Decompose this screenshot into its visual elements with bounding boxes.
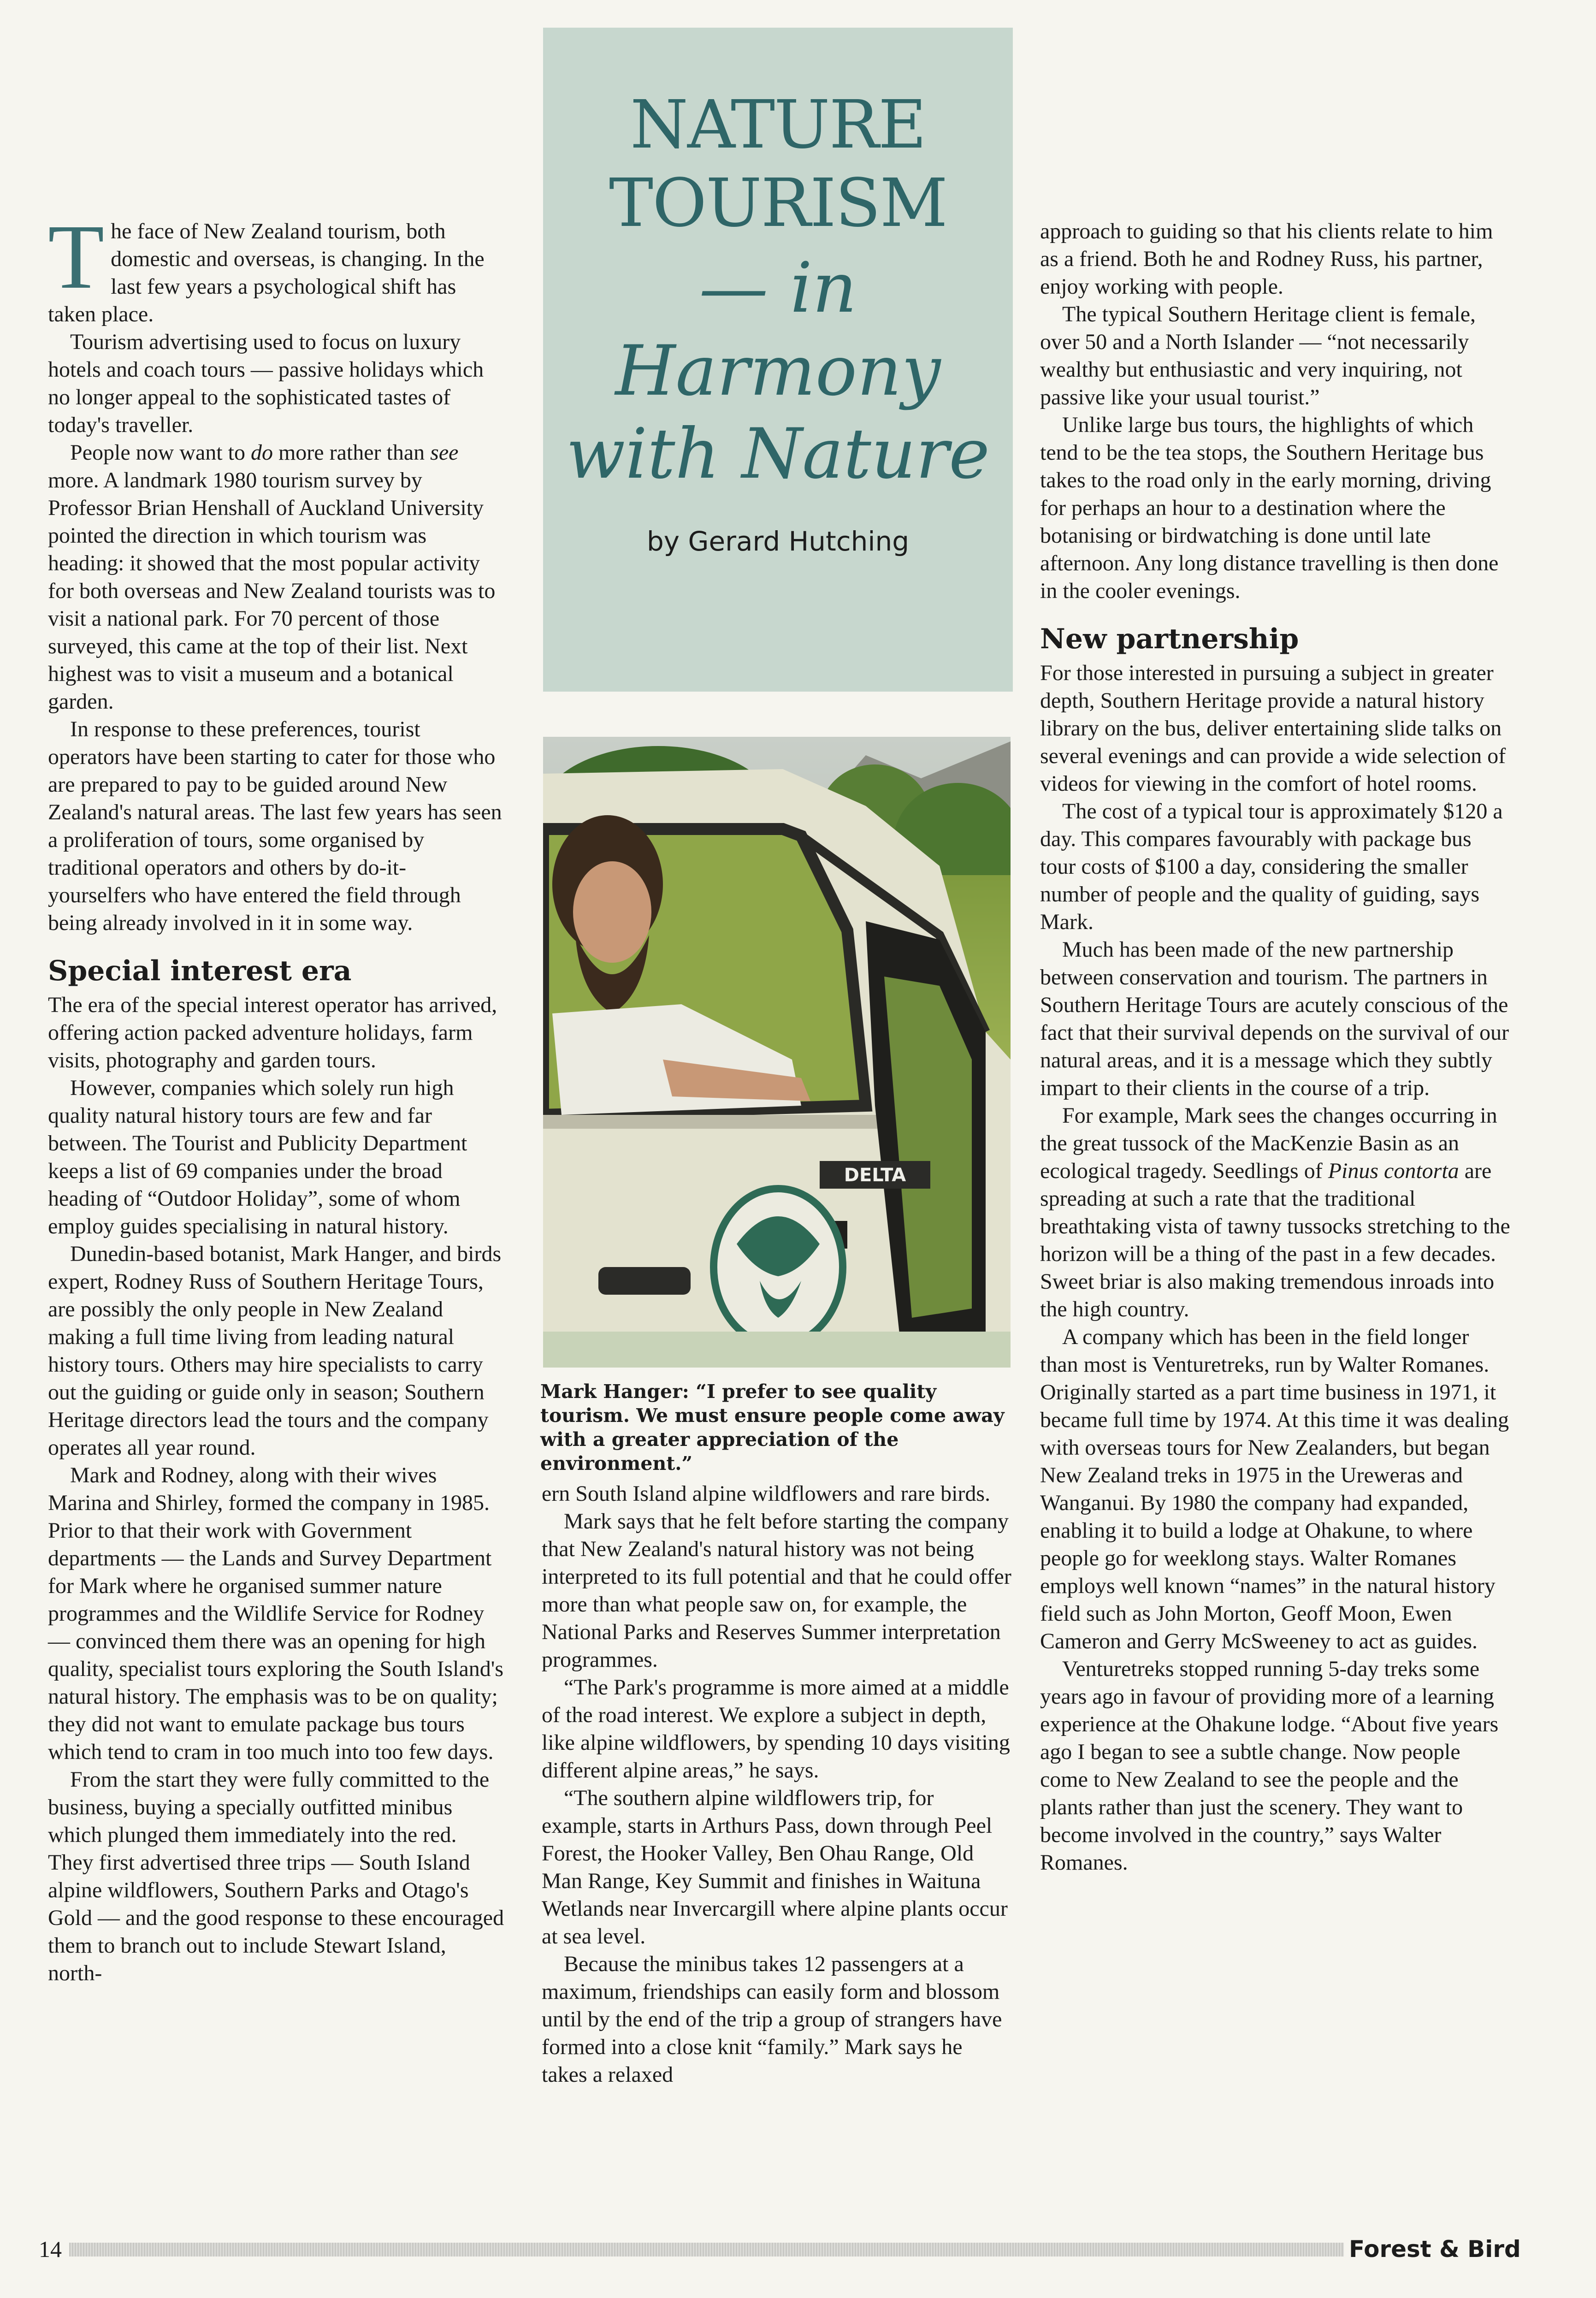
door-handle <box>598 1267 691 1295</box>
article-title-line: TOURISM <box>609 164 947 242</box>
door-badge-text: DELTA <box>844 1165 906 1186</box>
paragraph: Because the minibus takes 12 passengers at a maximum, friendships can easily form and blossom until by the end of the trip a group of strangers have formed into a close knit “family.” Mark says he takes a relaxed <box>542 1952 1002 2087</box>
paragraph: Venturetreks stopped running 5-day treks some years ago in favour of providing more of a learning experience at the Ohakune lodge. “About five years ago I began to see a subtle change. Now people come to New Zealand to see the people and the plants rather than just the scenery. They want to become involved in the country,” says Walter Romanes. <box>1040 1657 1499 1875</box>
paragraph: For example, Mark sees the changes occurring in the great tussock of the MacKenzie Basin as an ecological tragedy. Seedlings of Pinus contorta are spreading at such a rate that the traditional breathtaking vista of tawny tussocks stretching to the horizon will be a thing of the past in a few decades. Sweet briar is also making tremendous inroads into the high country. <box>1040 1103 1510 1321</box>
paragraph: ern South Island alpine wildflowers and rare birds. <box>542 1481 991 1506</box>
paragraph: The era of the special interest operator has arrived, offering action packed adventure holidays, farm visits, photography and garden tours. <box>48 993 497 1072</box>
paragraph: A company which has been in the field longer than most is Venturetreks, run by Walter Romanes. Originally started as a part time business in 1971, it became full time by 1974. At this time it was dealing with overseas tours for New Zealanders, but began New Zealand treks in 1975 in the Ureweras and Wanganui. By 1980 the company had expanded, enabling it to build a lodge at Ohakune, to where people go for weeklong stays. Walter Romanes employs well known “names” in the natural history field such as John Morton, Geoff Moon, Ewen Cameron and Gerry McSweeney to act as guides. <box>1040 1325 1509 1653</box>
paragraph: For those interested in pursuing a subject in greater depth, Southern Heritage provide a natural history library on the bus, deliver entertaining slide talks on several evenings and can provide a wide selection of videos for viewing in the comfort of hotel rooms. <box>1040 661 1506 796</box>
paragraph: Mark and Rodney, along with their wives Marina and Shirley, formed the company in 1985. Prior to that their work with Government departments — the Lands and Survey Department for Mark where he organised summer nature programmes and the Wildlife Service for Rodney — convinced them there was an opening for high quality, specialist tours exploring the South Island's natural history. The emphasis was to be on quality; they did not want to emulate package bus tours which tend to cram in too much into too few days. <box>48 1463 504 1764</box>
article-title-line: Harmony <box>615 331 941 411</box>
paragraph: Much has been made of the new partnership between conservation and tourism. The partners in Southern Heritage Tours are acutely conscious of the fact that their survival depends on the survival of our natural areas, and it is a message which they subtly impart to their clients in the course of a trip. <box>1040 937 1509 1100</box>
article-column-left <box>48 206 504 1987</box>
footer-rule <box>69 2243 1344 2257</box>
paragraph: The typical Southern Heritage client is female, over 50 and a North Islander — “not necessarily wealthy but enthusiastic and very inquiring, not passive like your usual tourist.” <box>1040 302 1476 409</box>
paragraph: Dunedin-based botanist, Mark Hanger, and birds expert, Rodney Russ of Southern Heritage Tours, are possibly the only people in New Zealand making a full time living from leading natural history tours. Others may hire specialists to carry out the guiding or guide only in season; Southern Heritage directors lead the tours and the company operates all year round. <box>48 1242 502 1460</box>
drop-cap: T <box>48 206 105 308</box>
paragraph: Mark says that he felt before starting the company that New Zealand's natural history was not being interpreted to its full potential and that he could offer more than what people saw on, for example, the National Parks and Reserves Summer interpretation programmes. <box>542 1509 1011 1672</box>
title-panel <box>543 28 1013 692</box>
article-title-line: with Nature <box>566 414 990 494</box>
photo-man-in-minibus <box>543 737 1011 1368</box>
article-title-line: NATURE <box>630 86 926 163</box>
paragraph: From the start they were fully committed to the business, buying a specially outfitted minibus which plunged them immediately into the red. They first advertised three trips — South Island alpine wildflowers, Southern Parks and Otago's Gold — and the good response to these encouraged them to branch out to include Stewart Island, north- <box>48 1767 504 1985</box>
minibus-photo <box>543 737 1011 1368</box>
paragraph: In response to these preferences, tourist operators have been starting to cater for those who are prepared to pay to be guided around New Zealand's natural areas. The last few years has seen a proliferation of tours, some organised by traditional operators and others by do-it-yourselfers who have entered the field through being already involved in it in some way. <box>48 717 502 935</box>
publication-name: Forest & Bird <box>1349 2236 1521 2262</box>
section-heading: New partnership <box>1040 623 1299 655</box>
paragraph: However, companies which solely run high quality natural history tours are few and far between. The Tourist and Publicity Department keeps a list of 69 companies under the broad heading of “Outdoor Holiday”, some of whom employ guides specialising in natural history. <box>48 1076 467 1238</box>
paragraph: approach to guiding so that his clients relate to him as a friend. Both he and Rodney Russ, his partner, enjoy working with people. <box>1040 219 1493 299</box>
article-title-line: — in <box>699 248 857 328</box>
photo-caption: Mark Hanger: “I prefer to see quality tourism. We must ensure people come away with a greater appreciation of the environment.” <box>540 1380 1005 1475</box>
section-heading: Special interest era <box>48 955 352 987</box>
page-number: 14 <box>39 2236 62 2262</box>
paragraph: The face of New Zealand tourism, both domestic and overseas, is changing. In the last few years a psychological shift has taken place. <box>48 206 485 326</box>
paragraph: “The southern alpine wildflowers trip, for example, starts in Arthurs Pass, down through Peel Forest, the Hooker Valley, Ben Ohau Range, Old Man Range, Key Summit and finishes in Waituna Wetlands near Invercargill where alpine plants occur at sea level. <box>542 1786 1008 1949</box>
article-column-middle <box>542 1480 1012 2089</box>
face <box>573 861 651 963</box>
article-column-right <box>1040 218 1510 1877</box>
paragraph: Unlike large bus tours, the highlights of which tend to be the tea stops, the Southern Heritage bus takes to the road only in the early morning, driving for perhaps an hour to a destination where the botanising or birdwatching is done until late afternoon. Any long distance travelling is then done in the cooler evenings. <box>1040 413 1499 603</box>
paragraph: “The Park's programme is more aimed at a middle of the road interest. We explore a subject in depth, like alpine wildflowers, by spending 10 days visiting different alpine areas,” he says. <box>542 1675 1010 1783</box>
paragraph: The cost of a typical tour is approximately $120 a day. This compares favourably with package bus tour costs of $100 a day, considering the smaller number of people and the quality of guiding, says Mark. <box>1040 799 1503 934</box>
byline: by Gerard Hutching <box>646 526 910 557</box>
paragraph: Tourism advertising used to focus on luxury hotels and coach tours — passive holidays which no longer appeal to the sophisticated tastes of today's traveller. <box>48 330 484 437</box>
paragraph: People now want to do more rather than see more. A landmark 1980 tourism survey by Professor Brian Henshall of Auckland University pointed the direction in which tourism was heading: it showed that the most popular activity for both overseas and New Zealand tourists was to visit a national park. For 70 percent of those surveyed, this came at the top of their list. Next highest was to visit a museum and a botanical garden. <box>48 440 496 714</box>
